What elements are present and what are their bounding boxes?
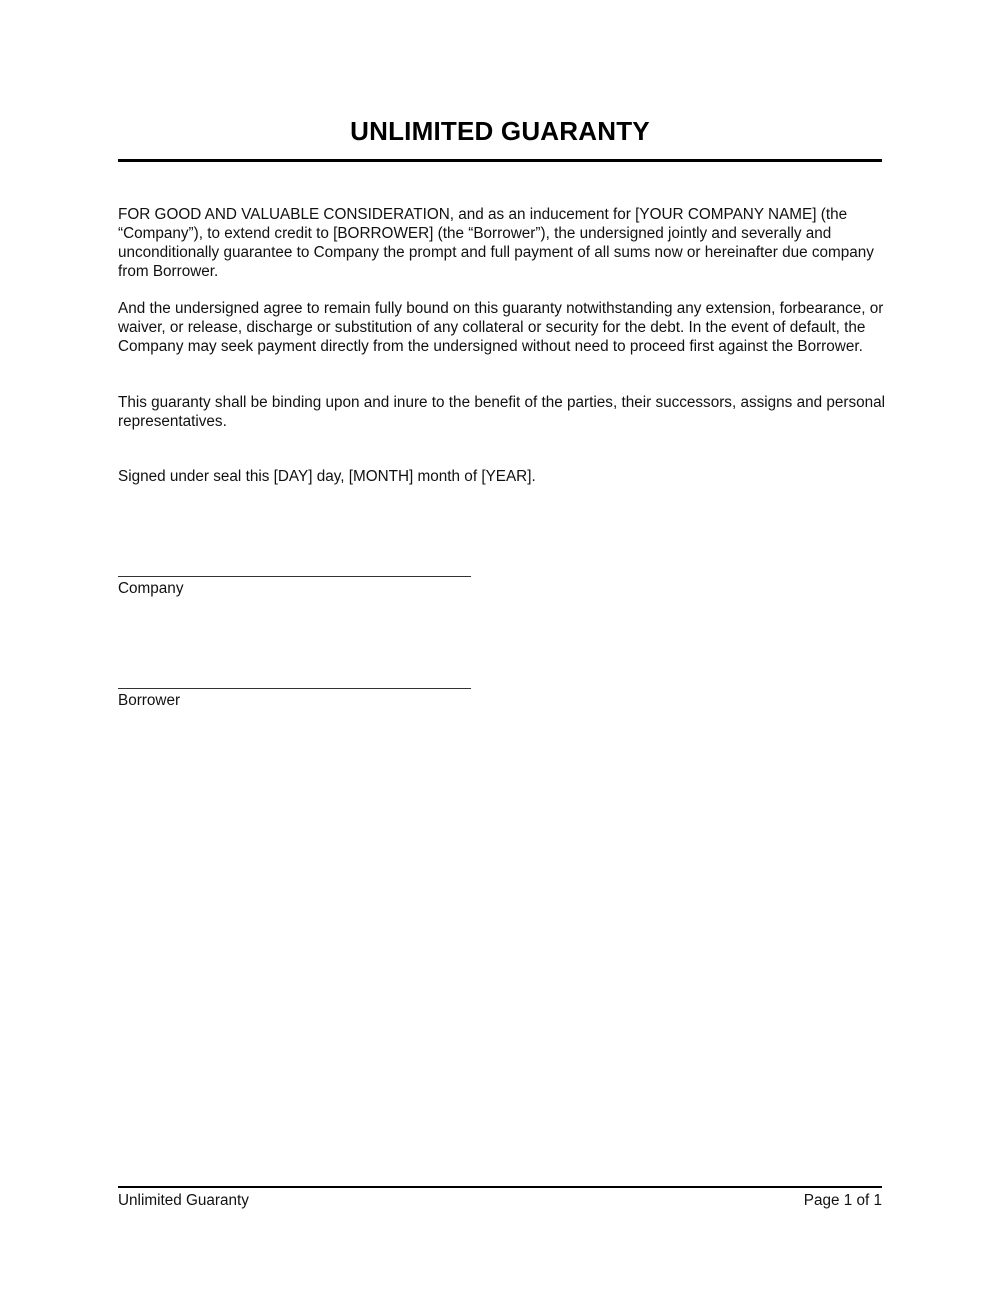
title-divider <box>118 159 882 162</box>
paragraph-binding-terms: And the undersigned agree to remain fully bound on this guaranty notwithstanding any extension, forbearance, or waiver, or release, discharge or substitution of any collateral or security for the debt. In the event of default, the Company may seek payment directly from the undersigned without need to proceed first against the Borrower. <box>118 300 884 355</box>
borrower-signature-line <box>118 688 471 689</box>
paragraph-signed-under-seal: Signed under seal this [DAY] day, [MONTH] month of [YEAR]. <box>118 468 536 485</box>
footer-page-number: Page 1 of 1 <box>803 1192 882 1209</box>
company-signature-label: Company <box>118 580 184 597</box>
footer-divider <box>118 1186 882 1188</box>
paragraph-consideration: FOR GOOD AND VALUABLE CONSIDERATION, and as an inducement for [YOUR COMPANY NAME] (the “Company”), to extend credit to [BORROWER] (the “Borrower”), the undersigned jointly and severally and unconditionally guarantee to Company the prompt and full payment of all sums now or hereinafter due company from Borrower. <box>118 206 874 280</box>
document-title: UNLIMITED GUARANTY <box>350 116 650 146</box>
paragraph-successors: This guaranty shall be binding upon and inure to the benefit of the parties, their successors, assigns and personal representatives. <box>118 394 886 430</box>
borrower-signature-label: Borrower <box>118 692 181 709</box>
footer-document-name: Unlimited Guaranty <box>118 1192 249 1209</box>
company-signature-line <box>118 576 471 577</box>
